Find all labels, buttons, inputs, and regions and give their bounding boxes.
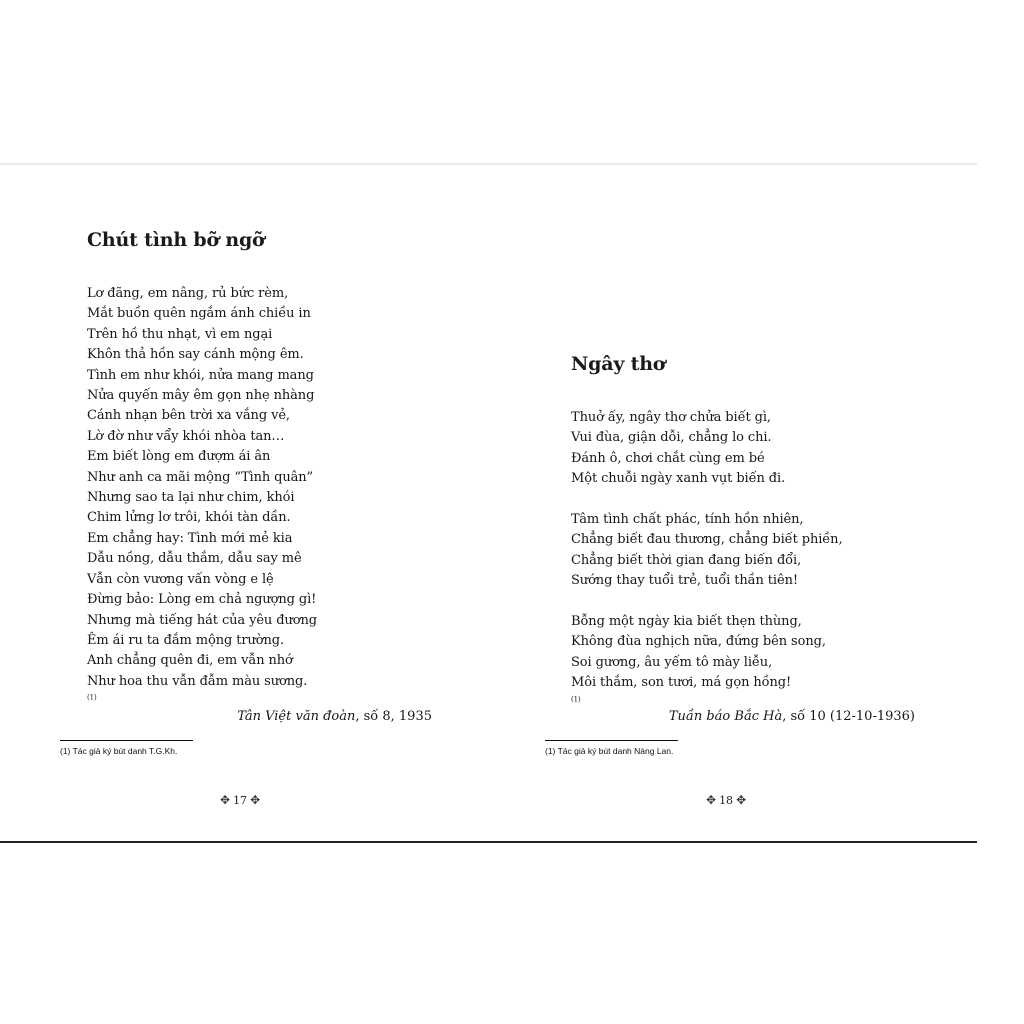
poem-line: Lơ đãng, em nâng, rủ bức rèm, — [87, 286, 289, 301]
page-number: 17 — [233, 793, 248, 807]
stanza — [571, 510, 842, 592]
poem-line: Bỗng một ngày kia biết thẹn thùng, — [571, 614, 802, 629]
ornament-right-icon: ✥ — [736, 793, 747, 807]
poem-line: Êm ái ru ta đắm mộng trường. — [87, 632, 284, 648]
footnote-marker: (1) — [87, 693, 97, 702]
poem-line: Nhưng sao ta lại như chim, khói — [87, 490, 295, 506]
poem-line: Anh chẳng quên đi, em vẫn nhớ — [87, 653, 293, 669]
source-publication: Tân Việt văn đoàn — [237, 709, 356, 724]
poem-line: Dẫu nồng, dẫu thắm, dẫu say mê — [87, 551, 302, 567]
poem-line: Thuở ấy, ngây thơ chửa biết gì, — [571, 410, 771, 425]
ornament-left-icon: ✥ — [706, 793, 717, 807]
footnote-divider — [545, 740, 678, 741]
poem-line: Không đùa nghịch nữa, đứng bên song, — [571, 634, 826, 650]
poem-line: Trên hồ thu nhạt, vì em ngại — [87, 326, 273, 342]
poem-line: Như hoa thu vẫn đẫm màu sương. — [87, 673, 308, 689]
stanza — [87, 284, 317, 713]
footnote: (1) Tác giả ký bút danh Nàng Lan. — [545, 746, 674, 756]
page-number-folio — [220, 793, 260, 807]
poem-title: Chút tình bỡ ngỡ — [87, 229, 265, 251]
poem-line: Nhưng mà tiếng hát của yêu đương — [87, 612, 317, 628]
footnote-marker: (1) — [571, 695, 581, 704]
poem-source — [237, 709, 432, 724]
poem-line: Cánh nhạn bên trời xa vắng vẻ, — [87, 408, 290, 424]
poem-line: Vẫn còn vương vấn vòng e lệ — [87, 571, 274, 587]
poem-line: Lờ đờ như vẩy khói nhòa tan… — [87, 428, 285, 444]
poem-line: Tâm tình chất phác, tính hồn nhiên, — [571, 512, 804, 527]
page-number: 18 — [719, 793, 734, 807]
stanza — [571, 612, 826, 714]
poem-line: Một chuỗi ngày xanh vụt biến đi. — [571, 471, 786, 487]
page-right — [488, 165, 977, 841]
poem-line: Như anh ca mãi mộng “Tình quân” — [87, 469, 314, 485]
poem-line-last — [87, 672, 317, 713]
ornament-right-icon: ✥ — [250, 793, 261, 807]
poem-line: Đừng bảo: Lòng em chả ngượng gì! — [87, 592, 317, 608]
source-publication: Tuần báo Bắc Hà — [668, 709, 783, 724]
ornament-left-icon: ✥ — [220, 793, 231, 807]
source-detail: , số 8, 1935 — [355, 709, 432, 724]
page-left — [0, 165, 488, 841]
poem-line: Em chẳng hay: Tình mới mẻ kia — [87, 530, 293, 546]
poem-line: Chẳng biết đau thương, chẳng biết phiền, — [571, 532, 843, 548]
poem-title: Ngây thơ — [571, 353, 666, 375]
poem-line: Vui đùa, giận dỗi, chẳng lo chi. — [571, 430, 772, 446]
poem-line: Môi thắm, son tươi, má gọn hồng! — [571, 675, 792, 691]
poem-line: Đánh ô, chơi chắt cùng em bé — [571, 450, 765, 466]
source-detail: , số 10 (12-10-1936) — [782, 709, 915, 724]
poem-line: Nửa quyến mây êm gọn nhẹ nhàng — [87, 388, 315, 404]
poem-line-last — [571, 673, 826, 714]
poem-line: Tình em như khói, nửa mang mang — [87, 367, 314, 383]
page-number-folio — [706, 793, 746, 807]
poem-line: Khôn thả hồn say cánh mộng êm. — [87, 347, 304, 363]
poem-line: Em biết lòng em đượm ái ân — [87, 449, 271, 465]
stanza — [571, 408, 785, 490]
poem-line: Mắt buồn quên ngắm ánh chiều in — [87, 306, 311, 322]
poem-line: Soi gương, âu yếm tô mày liễu, — [571, 654, 773, 670]
poem-line: Sướng thay tuổi trẻ, tuổi thần tiên! — [571, 573, 798, 589]
poem-line: Chẳng biết thời gian đang biến đổi, — [571, 552, 802, 568]
footnote-divider — [60, 740, 193, 741]
poem-line: Chim lửng lơ trôi, khói tàn dần. — [87, 510, 291, 526]
poem-source — [669, 709, 915, 724]
footnote: (1) Tác giả ký bút danh T.G.Kh. — [60, 746, 178, 756]
book-spread — [0, 163, 977, 843]
